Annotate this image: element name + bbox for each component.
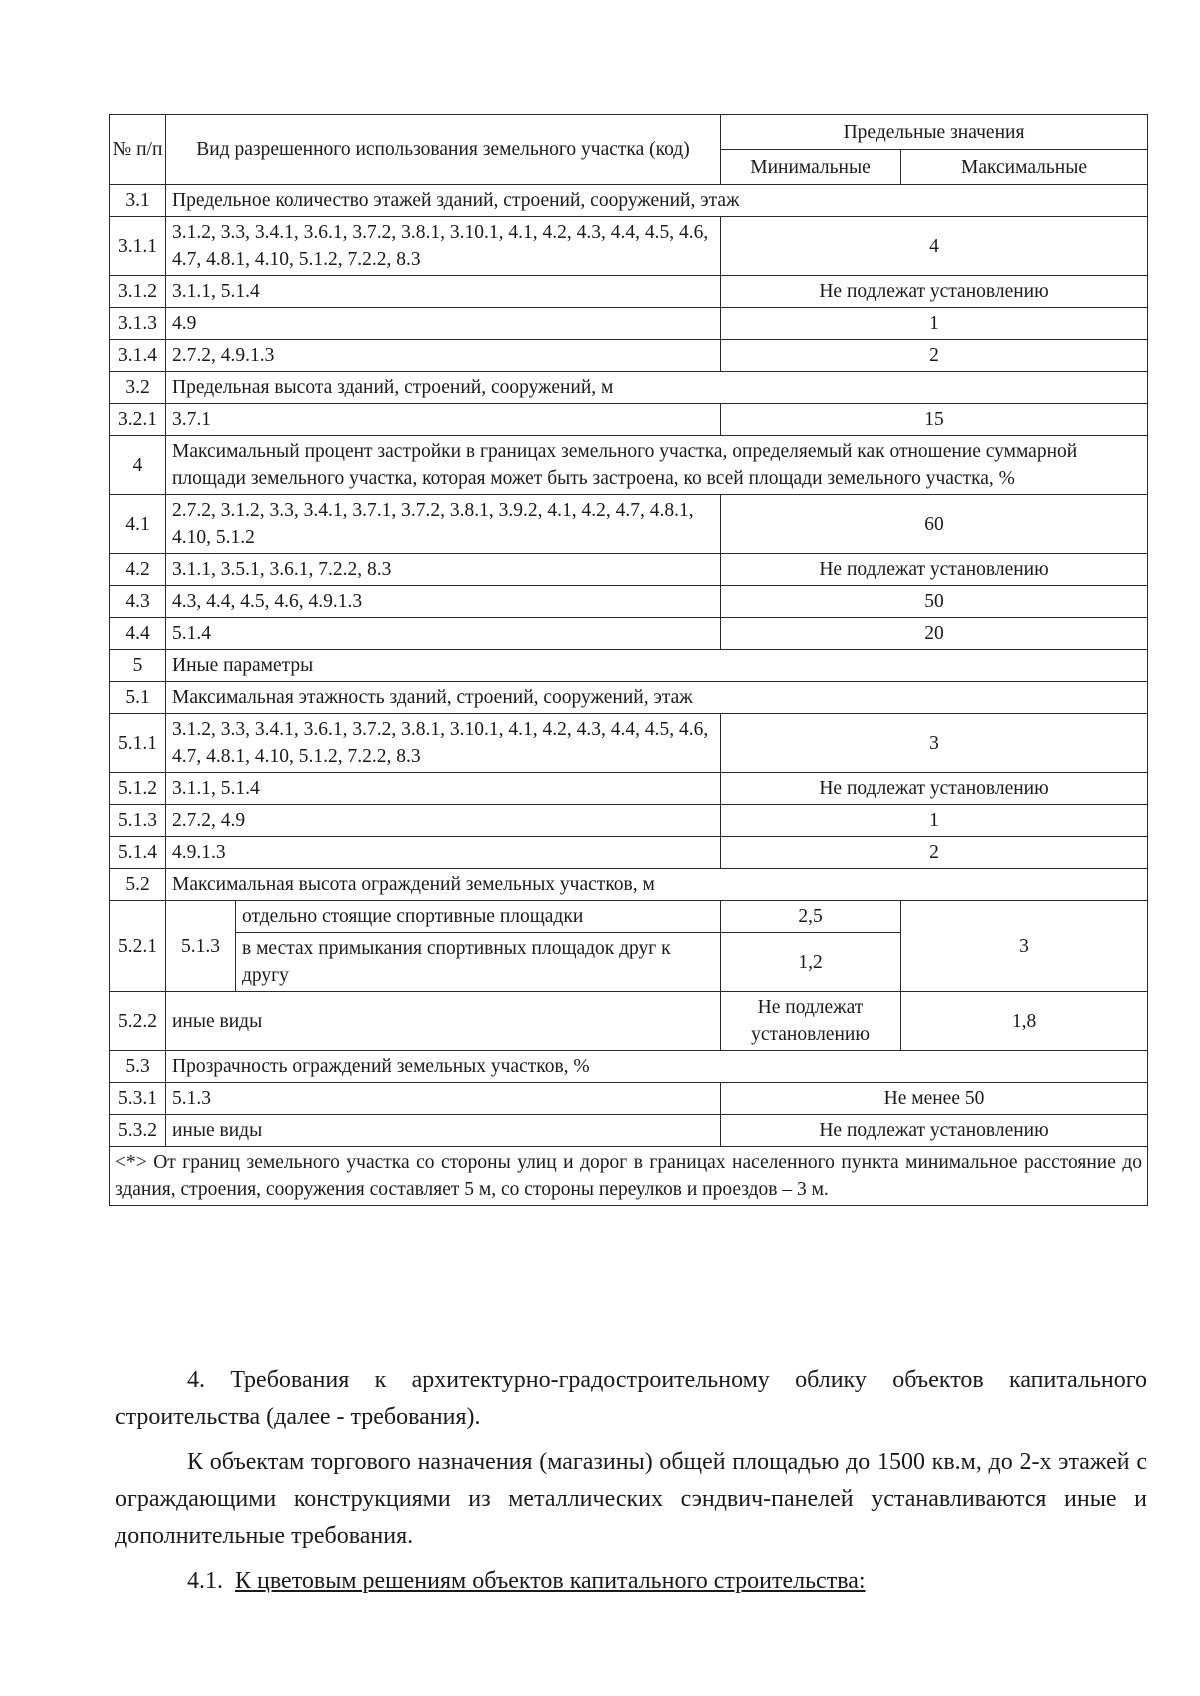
- row-codes: 3.7.1: [166, 404, 721, 436]
- table-row: [110, 586, 1148, 618]
- table-row: [110, 714, 1148, 773]
- row-codes: 4.9.1.3: [166, 837, 721, 869]
- row-min-value: 1,2: [721, 933, 901, 992]
- row-codes: 4.3, 4.4, 4.5, 4.6, 4.9.1.3: [166, 586, 721, 618]
- row-num: 4.3: [110, 586, 166, 618]
- row-num: 5.3.1: [110, 1083, 166, 1115]
- footnote-row: [110, 1147, 1148, 1206]
- row-value: Не подлежат установлению: [721, 554, 1148, 586]
- row-codes: 3.1.1, 5.1.4: [166, 773, 721, 805]
- section-title: Максимальный процент застройки в границах земельного участка, определяемый как отношение суммарной площади земельного участка, которая может быть застроена, ко всей площади земельного участка, %: [166, 436, 1148, 495]
- paragraph-color-solutions: [115, 1563, 1147, 1600]
- row-num: 5.2.1: [110, 901, 166, 992]
- header-limits: Предельные значения: [721, 115, 1148, 150]
- table-row: [110, 837, 1148, 869]
- row-min-value: Не подлежат установлению: [721, 992, 901, 1051]
- row-num: 3.1: [110, 185, 166, 217]
- section-row: [110, 372, 1148, 404]
- table-header-row: [110, 115, 1148, 150]
- clause-heading: К цветовым решениям объектов капитального строительства:: [235, 1568, 866, 1594]
- row-subkind: отдельно стоящие спортивные площадки: [236, 901, 721, 933]
- row-num: 5.1.4: [110, 837, 166, 869]
- header-kind: Вид разрешенного использования земельного участка (код): [166, 115, 721, 185]
- section-title: Прозрачность ограждений земельных участков, %: [166, 1051, 1148, 1083]
- section-row: [110, 436, 1148, 495]
- row-num: 4.1: [110, 495, 166, 554]
- table-row: [110, 901, 1148, 933]
- table-row: [110, 1083, 1148, 1115]
- section-title: Предельная высота зданий, строений, сооружений, м: [166, 372, 1148, 404]
- row-value: 50: [721, 586, 1148, 618]
- row-num: 5: [110, 650, 166, 682]
- section-title: Иные параметры: [166, 650, 1148, 682]
- row-value: 1: [721, 805, 1148, 837]
- row-codes: 3.1.1, 5.1.4: [166, 276, 721, 308]
- table-row: [110, 340, 1148, 372]
- row-value: 1: [721, 308, 1148, 340]
- row-num: 5.1: [110, 682, 166, 714]
- row-value: 15: [721, 404, 1148, 436]
- table-row: [110, 217, 1148, 276]
- row-num: 5.1.1: [110, 714, 166, 773]
- row-codes: иные виды: [166, 1115, 721, 1147]
- table-row: [110, 276, 1148, 308]
- table-row: [110, 554, 1148, 586]
- row-code: 5.1.3: [166, 901, 236, 992]
- header-max: Максимальные: [901, 150, 1148, 185]
- regulations-table: [109, 114, 1148, 1206]
- row-codes: 2.7.2, 3.1.2, 3.3, 3.4.1, 3.7.1, 3.7.2, 3.8.1, 3.9.2, 4.1, 4.2, 4.7, 4.8.1, 4.10, 5.1.2: [166, 495, 721, 554]
- section-row: [110, 185, 1148, 217]
- row-codes: 3.1.1, 3.5.1, 3.6.1, 7.2.2, 8.3: [166, 554, 721, 586]
- table-row: [110, 1115, 1148, 1147]
- row-codes: иные виды: [166, 992, 721, 1051]
- row-value: 60: [721, 495, 1148, 554]
- row-codes: 4.9: [166, 308, 721, 340]
- row-codes: 3.1.2, 3.3, 3.4.1, 3.6.1, 3.7.2, 3.8.1, 3.10.1, 4.1, 4.2, 4.3, 4.4, 4.5, 4.6, 4.7, 4.8.1, 4.10, 5.1.2, 7.2.2, 8.3: [166, 217, 721, 276]
- row-num: 3.1.1: [110, 217, 166, 276]
- table-row: [110, 805, 1148, 837]
- table-row: [110, 992, 1148, 1051]
- section-row: [110, 682, 1148, 714]
- row-value: Не подлежат установлению: [721, 773, 1148, 805]
- row-value: 20: [721, 618, 1148, 650]
- table-footnote: <*> От границ земельного участка со стороны улиц и дорог в границах населенного пункта минимальное расстояние до здания, строения, сооружения составляет 5 м, со стороны переулков и проездов – 3 м.: [110, 1147, 1148, 1206]
- row-num: 3.1.3: [110, 308, 166, 340]
- paragraph-retail-objects: К объектам торгового назначения (магазины) общей площадью до 1500 кв.м, до 2-х этажей с ограждающими конструкциями из металлических сэндвич-панелей устанавливаются иные и дополнительные требования.: [115, 1449, 1147, 1549]
- table-row: [110, 773, 1148, 805]
- paragraph-requirements: 4. Требования к архитектурно-градостроительному облику объектов капитального строительства (далее - требования).: [115, 1367, 1147, 1430]
- row-num: 5.1.3: [110, 805, 166, 837]
- table-row: [110, 495, 1148, 554]
- row-num: 5.3.2: [110, 1115, 166, 1147]
- row-num: 3.1.2: [110, 276, 166, 308]
- section-title: Предельное количество этажей зданий, строений, сооружений, этаж: [166, 185, 1148, 217]
- row-min-value: 2,5: [721, 901, 901, 933]
- row-value: 2: [721, 340, 1148, 372]
- row-num: 4.4: [110, 618, 166, 650]
- section-row: [110, 869, 1148, 901]
- row-value: 4: [721, 217, 1148, 276]
- row-max-value: 1,8: [901, 992, 1148, 1051]
- row-value: Не подлежат установлению: [721, 276, 1148, 308]
- row-num: 5.3: [110, 1051, 166, 1083]
- row-codes: 2.7.2, 4.9: [166, 805, 721, 837]
- section-row: [110, 1051, 1148, 1083]
- row-max-value: 3: [901, 901, 1148, 992]
- row-codes: 3.1.2, 3.3, 3.4.1, 3.6.1, 3.7.2, 3.8.1, 3.10.1, 4.1, 4.2, 4.3, 4.4, 4.5, 4.6, 4.7, 4.8.1, 4.10, 5.1.2, 7.2.2, 8.3: [166, 714, 721, 773]
- row-codes: 2.7.2, 4.9.1.3: [166, 340, 721, 372]
- row-num: 5.2.2: [110, 992, 166, 1051]
- section-title: Максимальная этажность зданий, строений, сооружений, этаж: [166, 682, 1148, 714]
- row-value: 2: [721, 837, 1148, 869]
- row-value: Не менее 50: [721, 1083, 1148, 1115]
- row-num: 3.2: [110, 372, 166, 404]
- row-value: Не подлежат установлению: [721, 1115, 1148, 1147]
- row-num: 5.2: [110, 869, 166, 901]
- table-row: [110, 618, 1148, 650]
- section-row: [110, 650, 1148, 682]
- clause-number: 4.1.: [187, 1568, 223, 1594]
- row-num: 4.2: [110, 554, 166, 586]
- row-subkind: в местах примыкания спортивных площадок друг к другу: [236, 933, 721, 992]
- header-num: № п/п: [110, 115, 166, 185]
- row-num: 4: [110, 436, 166, 495]
- header-min: Минимальные: [721, 150, 901, 185]
- table-row: [110, 404, 1148, 436]
- row-codes: 5.1.4: [166, 618, 721, 650]
- row-num: 5.1.2: [110, 773, 166, 805]
- table-row: [110, 308, 1148, 340]
- row-codes: 5.1.3: [166, 1083, 721, 1115]
- row-num: 3.1.4: [110, 340, 166, 372]
- section-title: Максимальная высота ограждений земельных участков, м: [166, 869, 1148, 901]
- row-value: 3: [721, 714, 1148, 773]
- row-num: 3.2.1: [110, 404, 166, 436]
